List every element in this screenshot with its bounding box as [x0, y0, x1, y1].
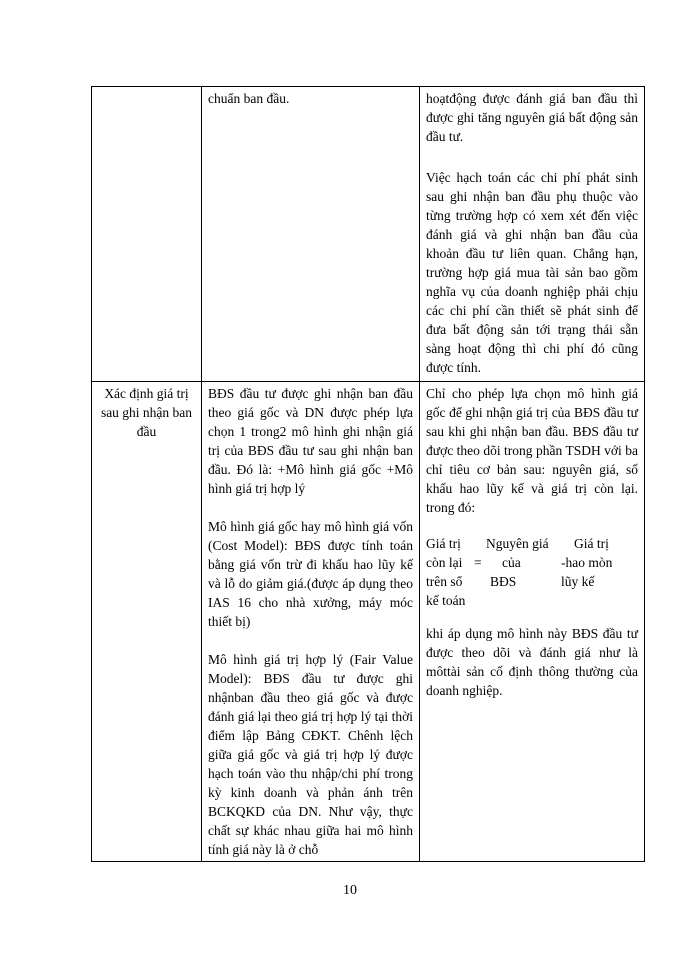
row1-col3-cell — [420, 87, 645, 382]
row-label: Xác định giá trị sau ghi nhận ban đầu — [100, 386, 193, 439]
table-row — [92, 87, 645, 382]
formula-label-con-lai: còn lại — [426, 555, 463, 570]
formula-luy-ke: lũy kế — [561, 574, 595, 589]
formula-gia-tri-2: Giá trị — [574, 536, 609, 551]
formula-cua: của — [502, 555, 521, 570]
formula-equals: = — [474, 555, 482, 570]
net-book-value-formula — [426, 534, 638, 610]
formula-nguyen-gia: Nguyên giá — [486, 536, 549, 551]
formula-label-tren-so: trên sổ — [426, 574, 463, 589]
formula-label-gia-tri: Giá trị — [426, 536, 461, 551]
row2-col3-paragraph-2: khi áp dụng mô hình này BĐS đầu tư được theo dõi và đánh giá như là môttài sản cố định thông thường của doanh nghiệp. — [426, 626, 638, 698]
formula-hao-mon: -hao mòn — [561, 555, 613, 570]
row2-col2-paragraph-2: Mô hình giá gốc hay mô hình giá vốn (Cost Model): BĐS được tính toán bằng giá vốn trừ đi khấu hao lũy kế và lỗ do giảm giá.(được áp dụng theo IAS 16 cho nhà xưởng, máy móc thiết bị) — [208, 519, 413, 629]
row2-col3-paragraph-1: Chỉ cho phép lựa chọn mô hình giá gốc để ghi nhận giá trị của BĐS đầu tư sau khi ghi nhận ban đầu. BĐS đầu tư được theo dõi trong phần TSDH với ba chỉ tiêu cơ bản sau: nguyên giá, số khấu hao lũy kế và giá trị còn lại. trong đó: — [426, 386, 638, 515]
formula-bds: BĐS — [490, 574, 517, 589]
row2-col1-cell — [92, 382, 202, 862]
row1-col1-cell — [92, 87, 202, 382]
row1-col2-cell — [202, 87, 420, 382]
row1-col3-paragraph-1: hoạtđộng được đánh giá ban đầu thì được ghi tăng nguyên giá bất động sản đầu tư. — [426, 91, 638, 144]
row1-col2-text: chuẩn ban đầu. — [208, 91, 290, 106]
row2-col3-cell — [420, 382, 645, 862]
row2-col2-paragraph-3: Mô hình giá trị hợp lý (Fair Value Model): BĐS đầu tư được ghi nhậnban đầu theo giá gốc và được đánh giá lại theo giá trị hợp lý tại thời điểm lập Bảng CĐKT. Chênh lệch giữa giá gốc và giá trị hợp lý được hạch toán vào thu nhập/chi phí trong kỳ kinh doanh và phản ánh trên BCKQKD của DN. Như vậy, thực chất sự khác nhau giữa hai mô hình tính giá này là ở chỗ — [208, 652, 413, 857]
row2-col2-cell — [202, 382, 420, 862]
table-row — [92, 382, 645, 862]
formula-label-ke-toan: kế toán — [426, 593, 466, 608]
comparison-table — [91, 86, 645, 862]
page-number: 10 — [343, 883, 357, 898]
row1-col3-paragraph-2: Việc hạch toán các chi phí phát sinh sau ghi nhận ban đầu phụ thuộc vào từng trường hợp có xem xét đến việc đánh giá và ghi nhận ban đầu của khoản đầu tư liên quan. Chẳng hạn, trường hợp giá mua tài sản bao gồm nghĩa vụ của doanh nghiệp phải chịu các chi phí cần thiết sẽ phát sinh để đưa bất động sản tới trạng thái sẵn sàng hoạt động thì chi phí đó cũng được tính. — [426, 170, 638, 375]
row2-col2-paragraph-1: BĐS đầu tư được ghi nhận ban đầu theo giá gốc và DN được phép lựa chọn 1 trong2 mô hình ghi nhận giá trị của BĐS đầu tư sau ghi nhận ban đầu. Đó là: +Mô hình giá gốc +Mô hình giá trị hợp lý — [208, 386, 413, 496]
